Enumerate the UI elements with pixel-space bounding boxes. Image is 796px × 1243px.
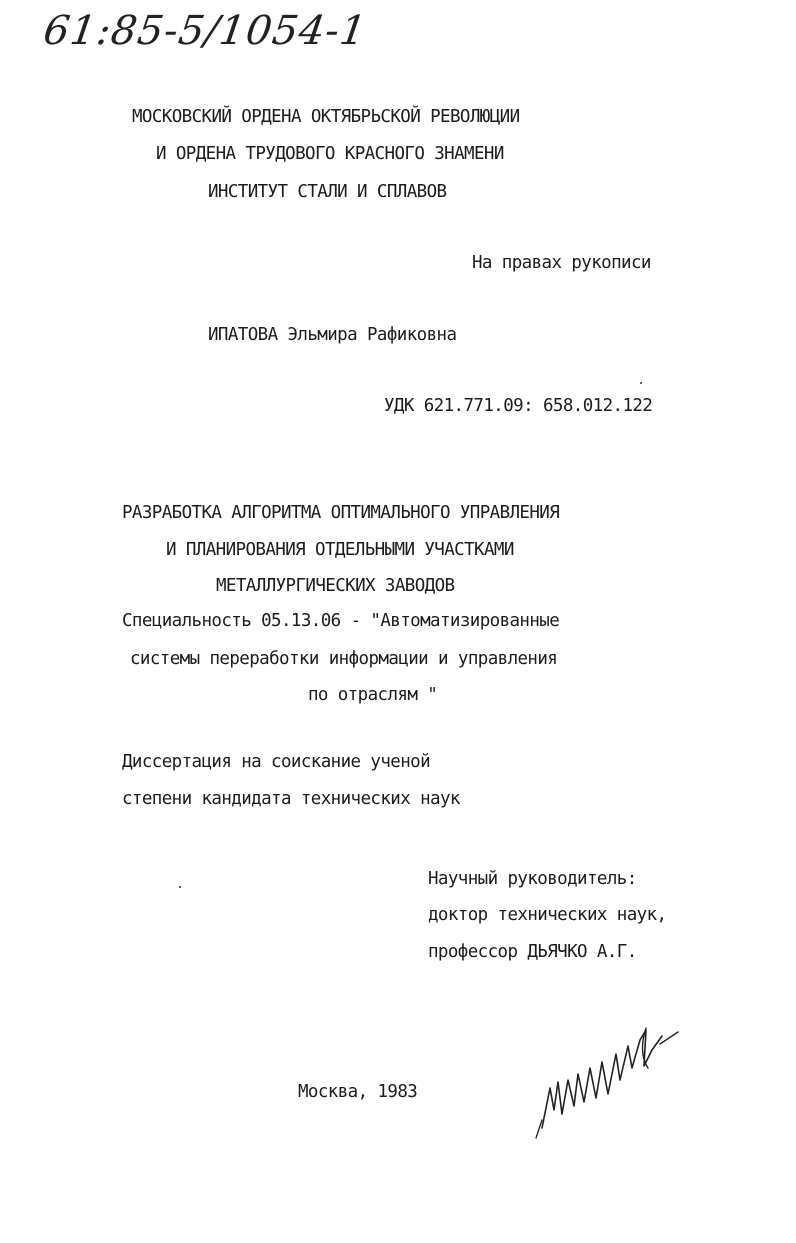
institution-line-1: МОСКОВСКИЙ ОРДЕНА ОКТЯБРЬСКОЙ РЕВОЛЮЦИИ bbox=[132, 107, 520, 127]
institution-line-3: ИНСТИТУТ СТАЛИ И СПЛАВОВ bbox=[208, 182, 447, 202]
rights-note: На правах рукописи bbox=[472, 253, 651, 273]
supervisor-line-2: доктор технических наук, bbox=[428, 905, 667, 925]
institution-line-2: И ОРДЕНА ТРУДОВОГО КРАСНОГО ЗНАМЕНИ bbox=[156, 144, 504, 164]
city-year: Москва, 1983 bbox=[298, 1082, 418, 1102]
signature-icon bbox=[528, 1010, 688, 1140]
udc-code: УДК 621.771.09: 658.012.122 bbox=[384, 396, 653, 416]
dissertation-line-2: степени кандидата технических наук bbox=[122, 789, 460, 809]
supervisor-line-1: Научный руководитель: bbox=[428, 869, 637, 889]
speck bbox=[640, 382, 642, 384]
specialty-line-1: Специальность 05.13.06 - "Автоматизированные bbox=[122, 611, 560, 631]
specialty-line-2: системы переработки информации и управления bbox=[130, 649, 558, 669]
supervisor-line-3: профессор ДЬЯЧКО А.Г. bbox=[428, 942, 637, 962]
archive-mark: 61:85-5/1054-1 bbox=[40, 8, 370, 54]
dissertation-line-1: Диссертация на соискание ученой bbox=[122, 752, 431, 772]
specialty-line-3: по отраслям " bbox=[308, 685, 438, 705]
title-line-1: РАЗРАБОТКА АЛГОРИТМА ОПТИМАЛЬНОГО УПРАВЛЕНИЯ bbox=[122, 503, 560, 523]
author-name: ИПАТОВА Эльмира Рафиковна bbox=[208, 325, 457, 345]
speck bbox=[179, 886, 181, 888]
title-line-2: И ПЛАНИРОВАНИЯ ОТДЕЛЬНЫМИ УЧАСТКАМИ bbox=[166, 540, 514, 560]
title-line-3: МЕТАЛЛУРГИЧЕСКИХ ЗАВОДОВ bbox=[216, 576, 455, 596]
